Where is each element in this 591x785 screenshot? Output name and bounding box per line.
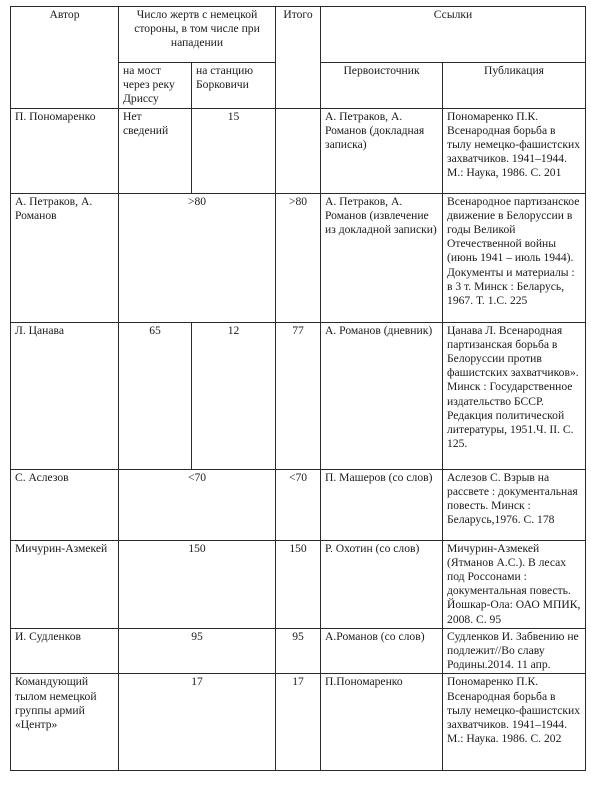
cell-total: >80 (276, 193, 321, 322)
header-source: Первоисточник (321, 63, 443, 109)
cell-total: 95 (276, 628, 321, 674)
header-publication: Публикация (443, 63, 586, 109)
cell-total (276, 108, 321, 193)
cell-publication: Аслезов С. Взрыв на рассвете : документальная повесть. Минск : Беларусь,1976. С. 178 (443, 469, 586, 540)
cell-total: 77 (276, 322, 321, 469)
cell-author: П. Пономаренко (11, 108, 119, 193)
cell-source: П. Машеров (со слов) (321, 469, 443, 540)
cell-source: Р. Охотин (со слов) (321, 540, 443, 628)
cell-author: Мичурин-Азмекей (11, 540, 119, 628)
table-row (11, 628, 586, 674)
cell-total: 150 (276, 540, 321, 628)
header-station: на станцию Борковичи (192, 63, 276, 109)
cell-source: А. Романов (дневник) (321, 322, 443, 469)
table-row (11, 469, 586, 540)
cell-combined: >80 (119, 193, 276, 322)
header-author: Автор (11, 7, 119, 109)
cell-bridge: Нет сведений (119, 108, 192, 193)
cell-author: А. Петраков, А. Романов (11, 193, 119, 322)
cell-bridge: 65 (119, 322, 192, 469)
cell-source: А. Петраков, А. Романов (извлечение из докладной записки) (321, 193, 443, 322)
cell-author: С. Аслезов (11, 469, 119, 540)
cell-station: 12 (192, 322, 276, 469)
cell-publication: Пономаренко П.К. Всенародная борьба в тылу немецко-фашистских захватчиков. 1941–1944. М.: Наука. 1986. С. 202 (443, 674, 586, 771)
cell-combined: <70 (119, 469, 276, 540)
cell-combined: 95 (119, 628, 276, 674)
cell-author: И. Судленков (11, 628, 119, 674)
cell-author: Л. Цанава (11, 322, 119, 469)
victims-table (10, 6, 586, 771)
cell-source: П.Пономаренко (321, 674, 443, 771)
cell-publication: Мичурин-Азмекей (Ятманов А.С.). В лесах под Россонами : документальная повесть. Йошкар-Ола: ОАО МПИК, 2008. С. 95 (443, 540, 586, 628)
cell-publication: Цанава Л. Всенародная партизанская борьба в Белоруссии против фашистских захватчиков». Минск : Государственное издательство БССР. Редакция политической литературы, 1951.Ч. II. С. 125. (443, 322, 586, 469)
table-row (11, 674, 586, 771)
header-victims-group: Число жертв с немецкой стороны, в том числе при нападении (119, 7, 276, 63)
cell-publication: Всенародное партизанское движение в Белоруссии в годы Великой Отечественной войны (июнь 1941 – июль 1944). Документы и материалы : в 3 т. Минск : Беларусь, 1967. Т. 1.С. 225 (443, 193, 586, 322)
header-bridge: на мост через реку Дриссу (119, 63, 192, 109)
header-row-1 (11, 7, 586, 63)
cell-author: Командующий тылом немецкой группы армий «Центр» (11, 674, 119, 771)
cell-source: А.Романов (со слов) (321, 628, 443, 674)
cell-station: 15 (192, 108, 276, 193)
table-row (11, 193, 586, 322)
header-refs: Ссылки (321, 7, 586, 63)
cell-combined: 17 (119, 674, 276, 771)
header-total: Итого (276, 7, 321, 109)
cell-publication: Судленков И. Забвению не подлежит//Во славу Родины.2014. 11 апр. (443, 628, 586, 674)
table-row (11, 322, 586, 469)
cell-source: А. Петраков, А. Романов (докладная записка) (321, 108, 443, 193)
cell-total: <70 (276, 469, 321, 540)
cell-publication: Пономаренко П.К. Всенародная борьба в тылу немецко-фашистских захватчиков. 1941–1944. М.: Наука, 1986. С. 201 (443, 108, 586, 193)
table-row (11, 108, 586, 193)
cell-total: 17 (276, 674, 321, 771)
table-row (11, 540, 586, 628)
cell-combined: 150 (119, 540, 276, 628)
